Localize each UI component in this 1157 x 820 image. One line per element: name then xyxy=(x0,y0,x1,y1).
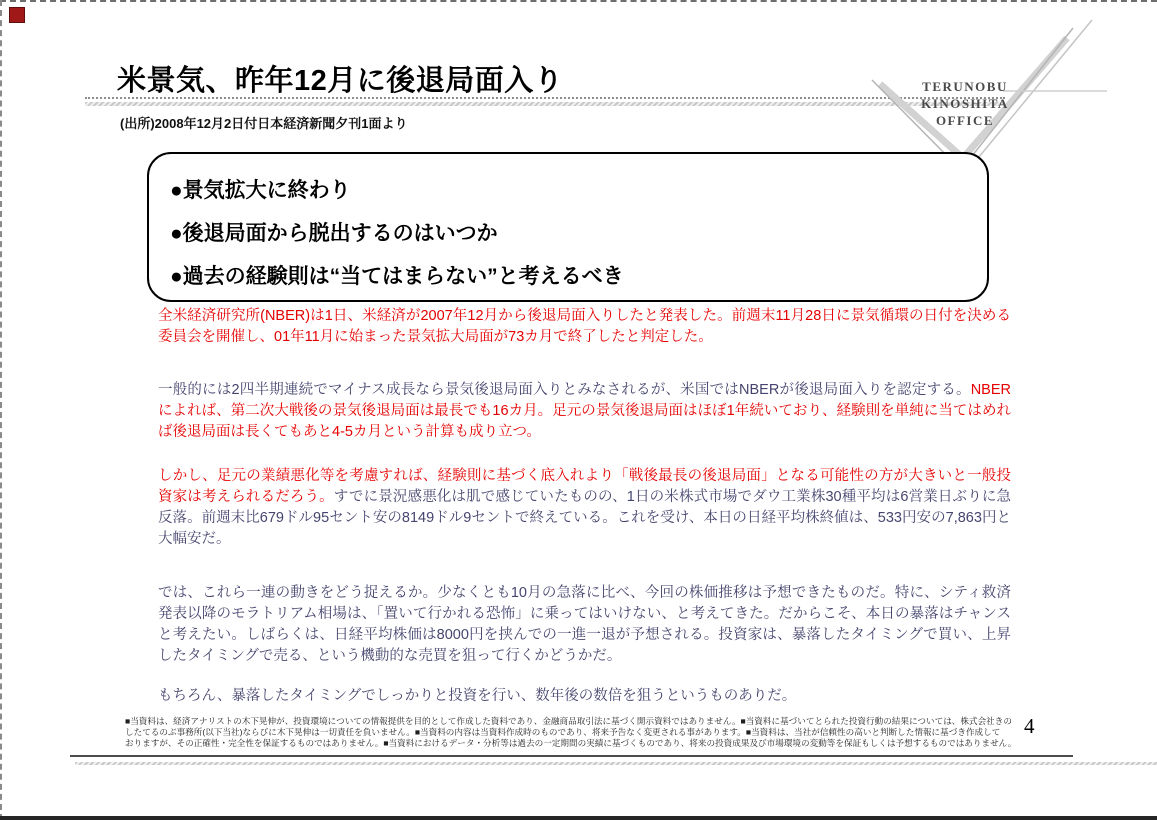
text-segment-blue: すでに景況感悪化は肌で感じていたものの、1日の米株式市場でダウ工業株30種平均は6営業日ぶりに急反落。前週末比679ドル95セント安の8149ドル9セントで終えている。これを受け、本日の日経平均株終値は、533円安の7,863円と大幅安だ。 xyxy=(158,489,1012,547)
logo-text-line: KINOSHITA xyxy=(921,96,1009,111)
body-paragraph-5 xyxy=(158,686,1011,707)
bullet-item-3: ●過去の経験則は“当てはまらない”と考えるべき xyxy=(170,265,624,288)
slide-boundary-top xyxy=(0,0,1157,2)
disclaimer-line-3: おりますが、その正確性・完全性を保証するものではありません。■当資料におけるデータ・分析等は過去の一定期間の実績に基づくものであり、将来の投資成果及び市場環境の変動等を保証もしくは予想するものではありません。 xyxy=(125,738,1017,749)
page-title: 米景気、昨年12月に後退局面入り xyxy=(117,65,564,97)
text-segment-blue: もちろん、暴落したタイミングでしっかりと投資を行い、数年後の数倍を狙うというものありだ。 xyxy=(158,688,797,704)
text-segment-red: 全米経済研究所(NBER)は1日、米経済が2007年12月から後退局面入りしたと発表した。前週末11月28日に景気循環の日付を決める委員会を開催し、01年11月に始まった景気拡大局面が73カ月で終了したと判定した。 xyxy=(158,308,1011,345)
logo-text-line: OFFICE xyxy=(935,113,995,128)
text-segment-red: NBERによれば、第二次大戦後の景気後退局面は最長でも16カ月。足元の景気後退局面はほぼ1年続いており、経験則を単純に当てはめれば後退局面は長くてもあと4-5カ月という計算も成り立つ。 xyxy=(158,382,1011,440)
logo-text-line: TERUNOBU xyxy=(922,79,1008,94)
footer-separator-shade xyxy=(75,762,1157,765)
body-paragraph-1 xyxy=(158,306,1011,348)
body-paragraph-2 xyxy=(158,380,1011,443)
disclaimer-line-2: したてるのぶ事務所(以下当社)ならびに木下晃伸は一切責任を負いません。■当資料の内容は当資料作成時のものであり、将来予告なく変更される事があります。■当資料は、当社が信頼性の高いと判断した情報に基づき作成して xyxy=(125,727,1001,738)
red-square-marker xyxy=(9,7,25,23)
bullet-item-2: ●後退局面から脱出するのはいつか xyxy=(170,222,498,245)
text-segment-blue: 一般的には2四半期連続でマイナス成長なら景気後退局面入りとみなされるが、米国ではNBERが後退局面入りを認定する。 xyxy=(158,382,971,398)
logo-text xyxy=(890,78,1040,129)
text-segment-blue: では、これら一連の動きをどう捉えるか。少なくとも10月の急落に比べ、今回の株価推移は予想できたものだ。特に、シティ救済発表以降のモラトリアム相場は、「置いて行かれる恐怖」に乗ってはいけない、と考えてきた。だからこそ、本日の暴落はチャンスと考えたい。しばらくは、日経平均株価は8000円を挟んでの一進一退が予想される。投資家は、暴落したタイミングで買い、上昇したタイミングで売る、という機動的な売買を狙って行くかどうかだ。 xyxy=(158,585,1011,664)
bullet-item-1: ●景気拡大に終わり xyxy=(170,179,351,202)
body-paragraph-4 xyxy=(158,583,1011,667)
text-segment-red: しかし、足元の業績悪化等を考慮すれば、経験則に基づく底入れより「戦後最長の後退局面」となる可能性の方が大きいと一般投資家は考えられるだろう。 xyxy=(158,468,1011,505)
body-paragraph-3 xyxy=(158,466,1011,550)
footer-separator-line xyxy=(70,755,1073,757)
disclaimer-line-1: ■当資料は、経済アナリストの木下晃伸が、投資環境についての情報提供を目的として作成した資料であり、金融商品取引法に基づく開示資料ではありません。■当資料に基づいてとられた投資行動の結果については、株式会社きの xyxy=(125,716,1012,726)
footer-disclaimer xyxy=(125,716,1055,750)
source-citation: (出所)2008年12月2日付日本経済新聞夕刊1面より xyxy=(120,116,408,131)
bottom-edge-bar xyxy=(0,816,1157,820)
slide-boundary-left xyxy=(0,0,2,820)
page-number: 4 xyxy=(1024,714,1035,738)
